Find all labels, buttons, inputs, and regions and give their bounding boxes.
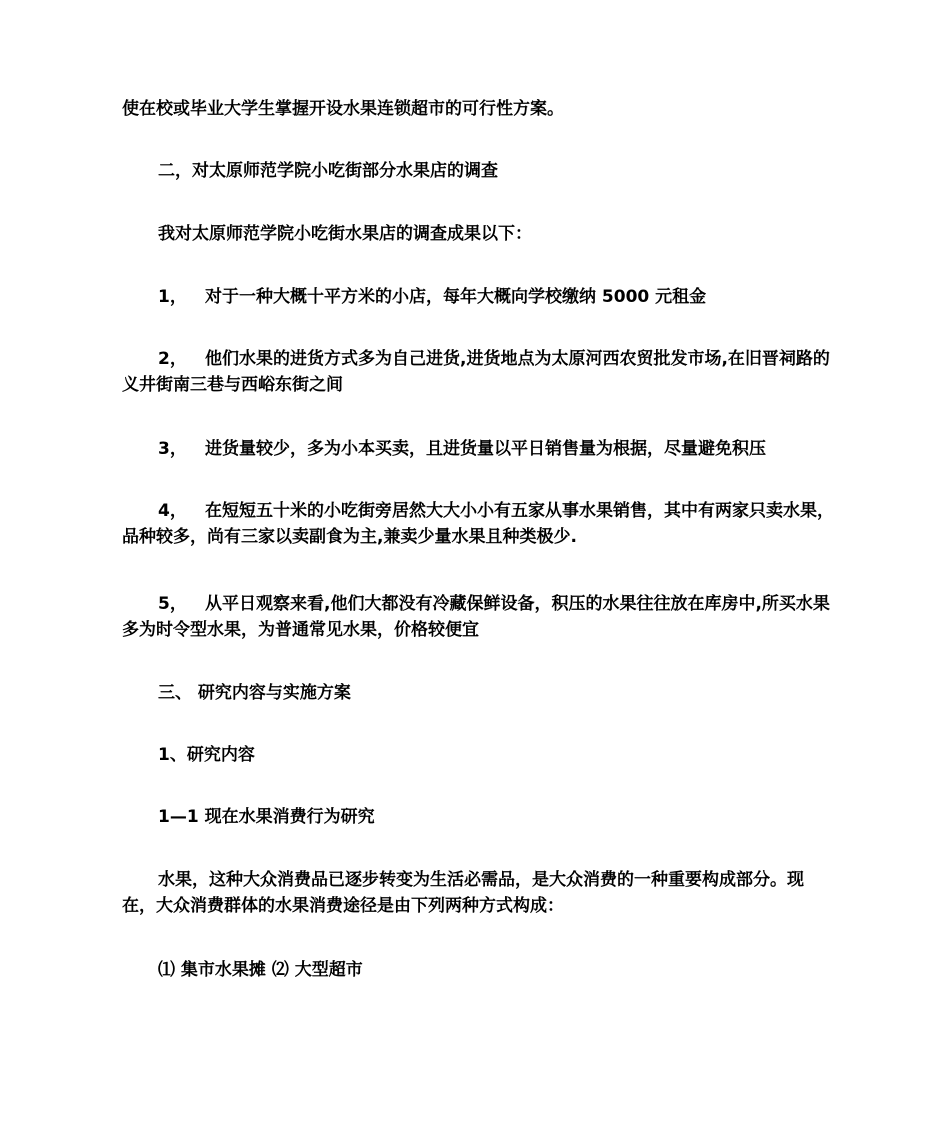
paragraph-text: 我对太原师范学院小吃街水果店的调查成果以下： bbox=[158, 224, 532, 244]
heading-text: 三、 研究内容与实施方案 bbox=[158, 683, 351, 703]
heading-text: 二，对太原师范学院小吃街部分水果店的调查 bbox=[158, 161, 498, 181]
paragraph-intro-continuation bbox=[122, 96, 834, 122]
item-text: 进货量较少，多为小本买卖，且进货量以平日销售量为根据，尽量避免积压 bbox=[205, 439, 766, 459]
item-text: 从平日观察来看,他们大都没有冷藏保鲜设备，积压的水果往往放在库房中,所买水果多为时令型水果，为普通常见水果，价格较便宜 bbox=[122, 594, 830, 640]
item-number: 5， bbox=[158, 594, 187, 614]
item-text: 对于一种大概十平方米的小店，每年大概向学校缴纳 5000 元租金 bbox=[205, 287, 707, 307]
item-text: 他们水果的进货方式多为自己进货,进货地点为太原河西农贸批发市场,在旧晋祠路的义井街南三巷与西峪东街之间 bbox=[122, 349, 830, 395]
item-number: 3， bbox=[158, 439, 187, 459]
fruit-consumption-paragraph bbox=[122, 867, 834, 919]
consumption-channels-list bbox=[122, 957, 834, 983]
heading-text: 1、研究内容 bbox=[158, 745, 255, 765]
paragraph-text: 使在校或毕业大学生掌握开设水果连锁超市的可行性方案。 bbox=[122, 99, 564, 119]
paragraph-text: 水果，这种大众消费品已逐步转变为生活必需品，是大众消费的一种重要构成部分。现在，大众消费群体的水果消费途径是由下列两种方式构成： bbox=[122, 870, 804, 916]
subsection-heading-1-1 bbox=[122, 804, 834, 830]
survey-item-5 bbox=[122, 591, 834, 643]
survey-intro-paragraph bbox=[122, 221, 834, 247]
section-heading-3 bbox=[122, 680, 834, 706]
survey-item-3 bbox=[122, 436, 834, 462]
item-number: 1， bbox=[158, 287, 187, 307]
subsection-heading-research-content bbox=[122, 742, 834, 768]
heading-text: 1—1 现在水果消费行为研究 bbox=[158, 807, 375, 827]
survey-item-4 bbox=[122, 498, 834, 550]
item-number: 2， bbox=[158, 349, 187, 369]
list-text: ⑴ 集市水果摊 ⑵ 大型超市 bbox=[158, 960, 363, 980]
item-text: 在短短五十米的小吃街旁居然大大小小有五家从事水果销售，其中有两家只卖水果，品种较多，尚有三家以卖副食为主,兼卖少量水果且种类极少. bbox=[122, 501, 834, 547]
section-heading-2 bbox=[122, 158, 834, 184]
survey-item-1 bbox=[122, 284, 834, 310]
survey-item-2 bbox=[122, 346, 834, 398]
item-number: 4， bbox=[158, 501, 187, 521]
